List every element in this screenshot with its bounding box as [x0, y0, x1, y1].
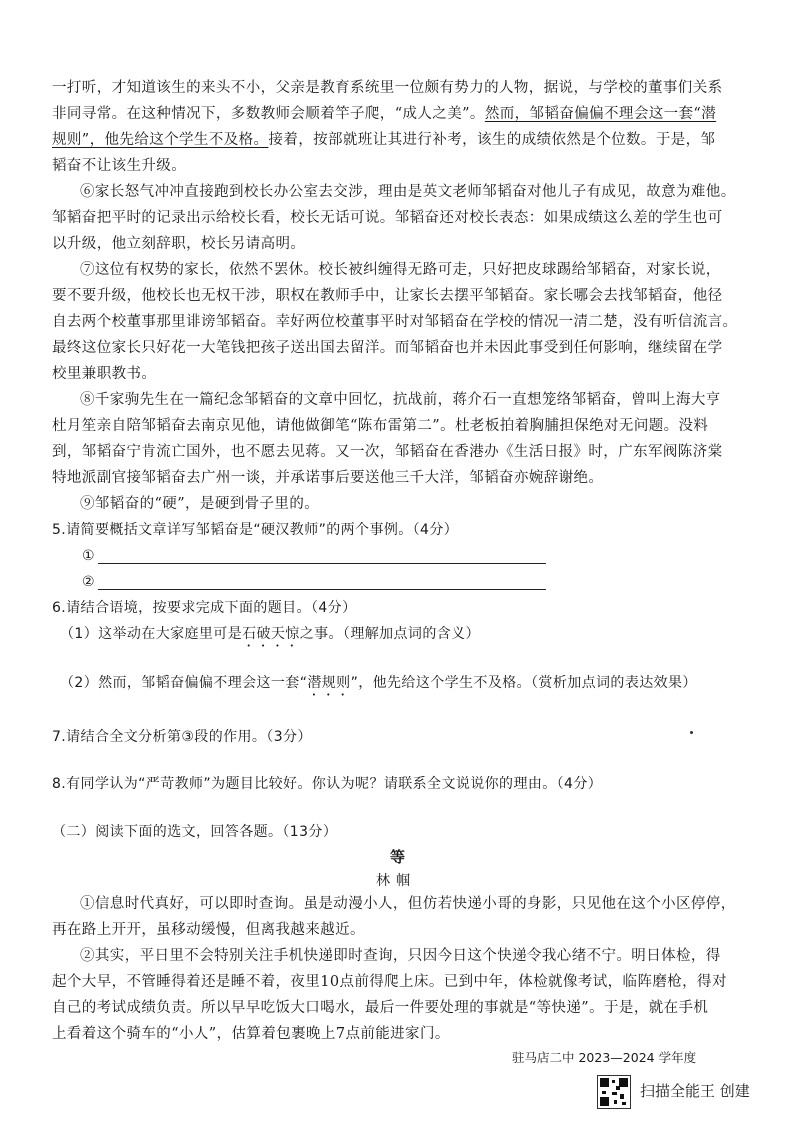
question-text: （2）然而，邹韬奋偏偏不理会这一套“: [60, 675, 308, 691]
section-header: （二）阅读下面的选文，回答各题。（13分）: [52, 824, 338, 840]
paragraph-8-line: 特地派副官接邹韬奋去广州一谈，并承诺事后要送他三千大洋，邹韬奋亦婉辞谢绝。: [52, 470, 604, 486]
scan-speck: [690, 731, 693, 734]
question-text: 之事。（理解加点词的含义）: [299, 626, 480, 642]
question-text: ”，他先给这个学生不及格。（赏析加点词的表达效果）: [350, 675, 697, 691]
passage-line: 韬奋不让该生升级。: [52, 158, 187, 174]
scanner-watermark: 扫描全能王 创建: [640, 1082, 750, 1100]
paragraph-7-line: 最终这位家长只好花一大笔钱把孩子送出国去留洋。而邹韬奋也并未因此事受到任何影响，继续留在学: [52, 340, 723, 356]
passage-2-p2-line: ②其实，平日里不会特别关注手机快递即时查询，只因今日这个快递令我心绪不宁。明日体检，得: [80, 948, 721, 964]
question-7: 7.请结合全文分析第③段的作用。（3分）: [52, 729, 312, 745]
paragraph-6-line: 邹韬奋把平时的记录出示给校长看，校长无话可说。邹韬奋还对校长表态：如果成绩这么差的学生也可: [52, 210, 723, 226]
answer-mark-2: ②: [82, 574, 95, 590]
question-5: 5.请简要概括文章详写邹韬奋是“硬汉教师”的两个事例。（4分）: [52, 522, 459, 538]
question-6-2: [60, 673, 697, 699]
question-8: 8.有同学认为“严苛教师”为题目比较好。你认为呢？请联系全文说说你的理由。（4分）: [52, 776, 603, 792]
passage-2-p2-line: 上看着这个骑车的“小人”，估算着包裹晚上7点前能进家门。: [52, 1026, 450, 1042]
paragraph-7-line: 校里兼职教书。: [52, 366, 157, 382]
question-text: （1）这举动在大家庭里可是: [60, 626, 243, 642]
underlined-text: 然而，邹韬奋偏偏不理会这一套“潜: [484, 106, 717, 122]
paragraph-9: ⑨邹韬奋的“硬”，是硬到骨子里的。: [80, 496, 320, 512]
passage-line: 一打听，才知道该生的来头不小，父亲是教育系统里一位颇有势力的人物，据说，与学校的董事们关系: [52, 80, 723, 96]
paragraph-7-line: 自去两个校董事那里诽谤邹韬奋。幸好两位校董事平时对邹韬奋在学校的情况一清二楚，没有听信流言。: [52, 314, 738, 330]
paragraph-7-line: ⑦这位有权势的家长，依然不罢休。校长被纠缠得无路可走，只好把皮球踢给邹韬奋，对家长说，: [80, 262, 721, 278]
paragraph-7-line: 要不要升级，他校长也无权干涉，职权在教师手中，让家长去摆平邹韬奋。家长哪会去找邹韬奋，他径: [52, 288, 723, 304]
paragraph-8-line: ⑧千家驹先生在一篇纪念邹韬奋的文章中回忆，抗战前，蒋介石一直想笼络邹韬奋，曾叫上海大亨: [80, 392, 721, 408]
question-6-1: [60, 624, 480, 650]
passage-line: [52, 104, 716, 124]
qr-code-icon: [597, 1075, 631, 1109]
underlined-text: 规则”，他先给这个学生不及格。: [52, 132, 269, 148]
passage-line: [52, 130, 715, 150]
question-6: 6.请结合语境，按要求完成下面的题目。（4分）: [52, 600, 357, 616]
dotted-word: 石破天惊: [242, 626, 300, 642]
paragraph-8-line: 杜月笙亲自陪邹韬奋去南京见他，请他做御笔“陈布雷第二”。杜老板拍着胸脯担保绝对无问题。没料: [52, 418, 709, 434]
footer-school: 驻马店二中 2023—2024 学年度: [512, 1050, 697, 1065]
paragraph-8-line: 到，邹韬奋宁肯流亡国外，也不愿去见蒋。又一次，邹韬奋在香港办《生活日报》时，广东军阀陈济棠: [52, 444, 723, 460]
passage-2-p2-line: 起个大早，不管睡得着还是睡不着，夜里10点前得爬上床。已到中年，体检就像考试，临阵磨枪，得对: [52, 974, 727, 990]
passage-text: 接着，按部就班让其进行补考，该生的成绩依然是个位数。于是，邹: [268, 132, 716, 148]
answer-line-1[interactable]: [98, 563, 546, 564]
paragraph-6-line: ⑥家长怒气冲冲直接跑到校长办公室去交涉，理由是英文老师邹韬奋对他儿子有成见，故意为难他。: [80, 184, 736, 200]
paragraph-6-line: 以升级，他立刻辞职，校长另请高明。: [52, 236, 306, 252]
passage-author: 林帼: [376, 873, 416, 889]
answer-mark-1: ①: [82, 548, 95, 564]
passage-text: 非同寻常。在这种情况下，多数教师会顺着竿子爬，“成人之美”。: [52, 106, 485, 122]
passage-2-p1-line: 再在路上开开，虽移动缓慢，但离我越来越近。: [52, 922, 365, 938]
dotted-word: 潜规则: [307, 675, 351, 691]
passage-title: 等: [390, 848, 406, 866]
passage-2-p1-line: ①信息时代真好，可以即时查询。虽是动漫小人，但仿若快递小哥的身影，只见他在这个小区停停，: [80, 896, 736, 912]
answer-line-2[interactable]: [98, 589, 546, 590]
passage-2-p2-line: 自己的考试成绩负责。所以早早吃饭大口喝水，最后一件要处理的事就是“等快递”。于是，就在手机: [52, 1000, 709, 1016]
